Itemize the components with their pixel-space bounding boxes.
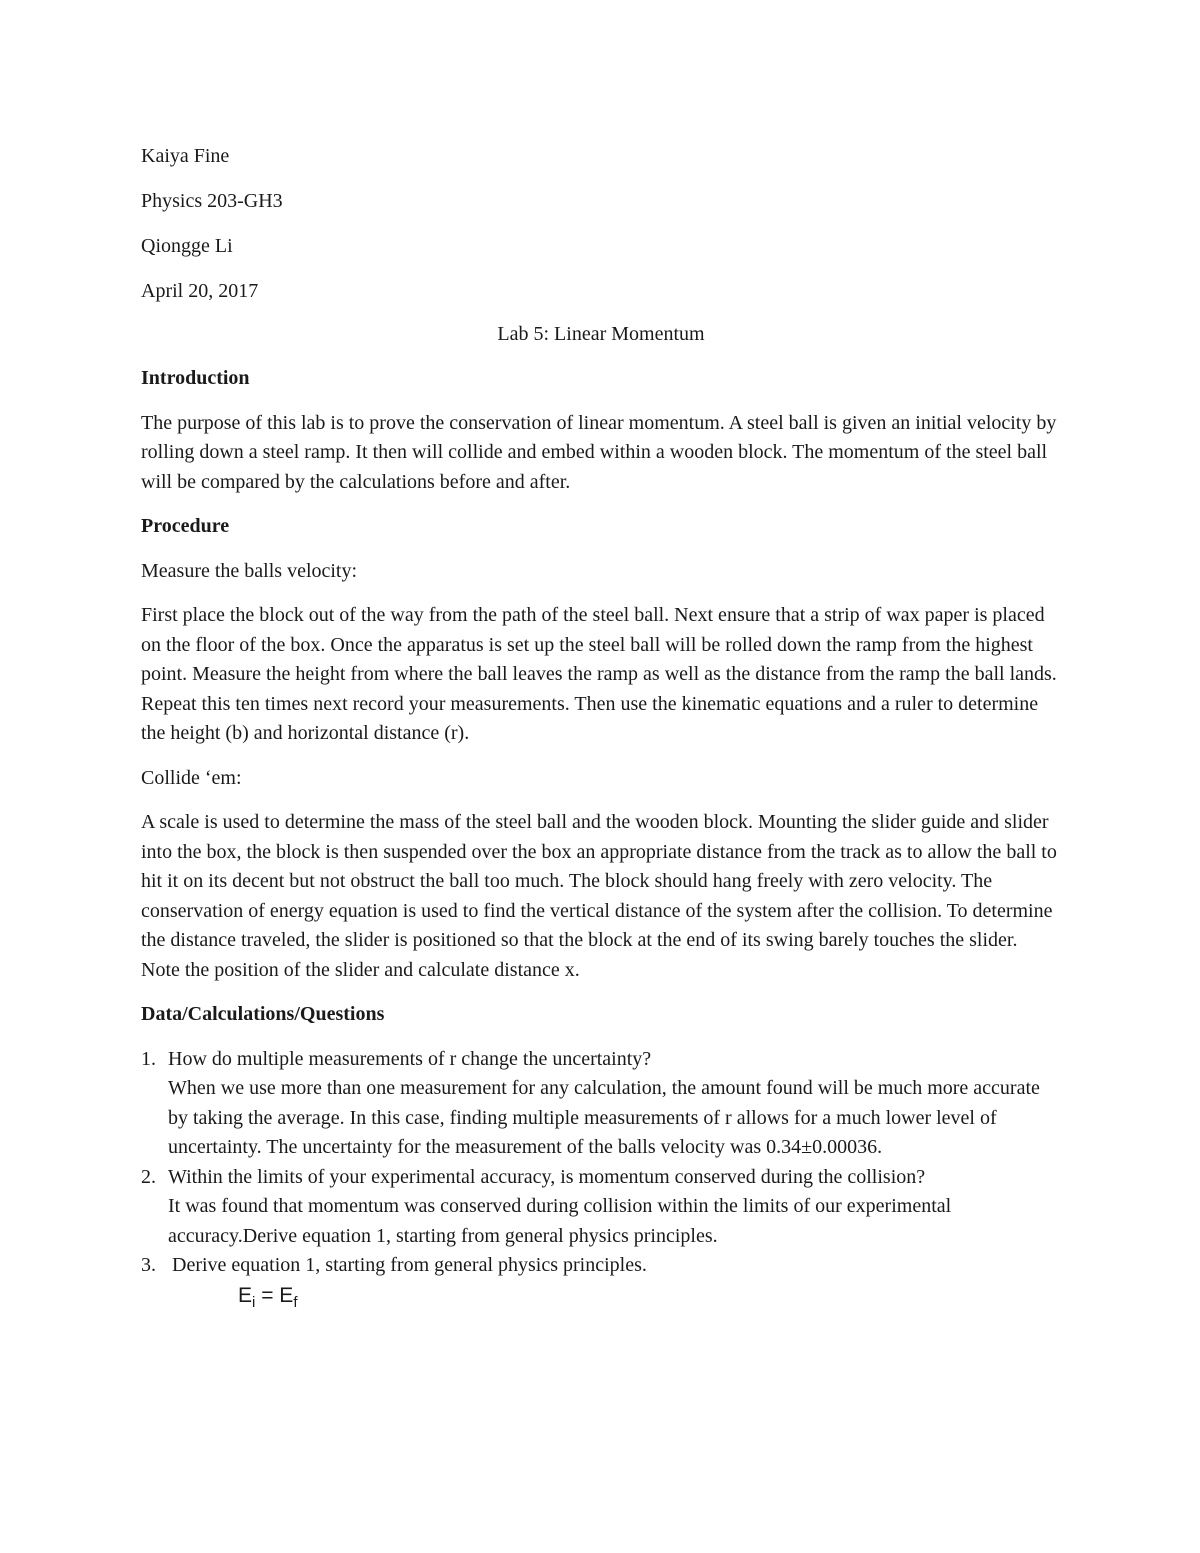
answer-text: It was found that momentum was conserved during collision within the limits of our experimental accuracy.Derive equation 1, starting from general physics principles. xyxy=(168,1195,952,1247)
question-text: How do multiple measurements of r change the uncertainty? xyxy=(168,1047,652,1070)
question-item xyxy=(141,1045,1061,1163)
energy-equation xyxy=(238,1281,1061,1318)
data-heading: Data/Calculations/Questions xyxy=(141,1003,385,1025)
course-name: Physics 203-GH3 xyxy=(141,190,283,212)
document-title: Lab 5: Linear Momentum xyxy=(497,322,705,345)
equation-lhs-subscript: i xyxy=(252,1293,256,1311)
introduction-heading: Introduction xyxy=(141,367,250,389)
procedure-heading: Procedure xyxy=(141,515,230,537)
equation-rhs: = E xyxy=(255,1283,294,1307)
author-name: Kaiya Fine xyxy=(141,145,230,167)
introduction-text: The purpose of this lab is to prove the conservation of linear momentum. A steel ball is given an initial velocity by rolling down a steel ramp. It then will collide and embed within a wooden block. The momentum of the steel ball will be compared by the calculations before and after. xyxy=(141,411,1057,493)
report-date: April 20, 2017 xyxy=(141,280,259,302)
question-number: 2. xyxy=(141,1165,156,1188)
answer-text: When we use more than one measurement for any calculation, the amount found will be much more accurate by taking the average. In this case, finding multiple measurements of r allows for a much lower level of uncertainty. The uncertainty for the measurement of the balls velocity was 0.34±0.00036. xyxy=(168,1077,1040,1158)
question-text: Derive equation 1, starting from general physics principles. xyxy=(172,1254,647,1276)
question-number: 3. xyxy=(141,1254,156,1276)
question-item xyxy=(141,1163,1061,1252)
question-number: 1. xyxy=(141,1047,156,1070)
procedure-velocity-text: First place the block out of the way from the path of the steel ball. Next ensure that a strip of wax paper is placed on the floor of the box. Once the apparatus is set up the steel ball will be rolled down the ramp from the highest point. Measure the height from where the ball leaves the ramp as well as the distance from the ramp the ball lands. Repeat this ten times next record your measurements. Then use the kinematic equations and a ruler to determine the height (b) and horizontal distance (r). xyxy=(141,604,1057,744)
procedure-subheading-collide: Collide ‘em: xyxy=(141,766,242,789)
question-text: Within the limits of your experimental accuracy, is momentum conserved during the collision? xyxy=(168,1165,926,1188)
instructor-name: Qiongge Li xyxy=(141,235,233,257)
questions-list xyxy=(141,1045,1061,1318)
document-page xyxy=(141,142,1061,1317)
equation-rhs-subscript: f xyxy=(293,1293,298,1311)
procedure-collide-text: A scale is used to determine the mass of the steel ball and the wooden block. Mounting the slider guide and slider into the box, the block is then suspended over the box an appropriate distance from the track as to allow the ball to hit it on its decent but not obstruct the ball too much. The block should hang freely with zero velocity. The conservation of energy equation is used to find the vertical distance of the system after the collision. To determine the distance traveled, the slider is positioned so that the block at the end of its swing barely touches the slider. Note the position of the slider and calculate distance x. xyxy=(141,811,1057,981)
equation-lhs: E xyxy=(238,1283,253,1307)
question-item xyxy=(141,1251,1061,1317)
procedure-subheading-velocity: Measure the balls velocity: xyxy=(141,559,358,582)
